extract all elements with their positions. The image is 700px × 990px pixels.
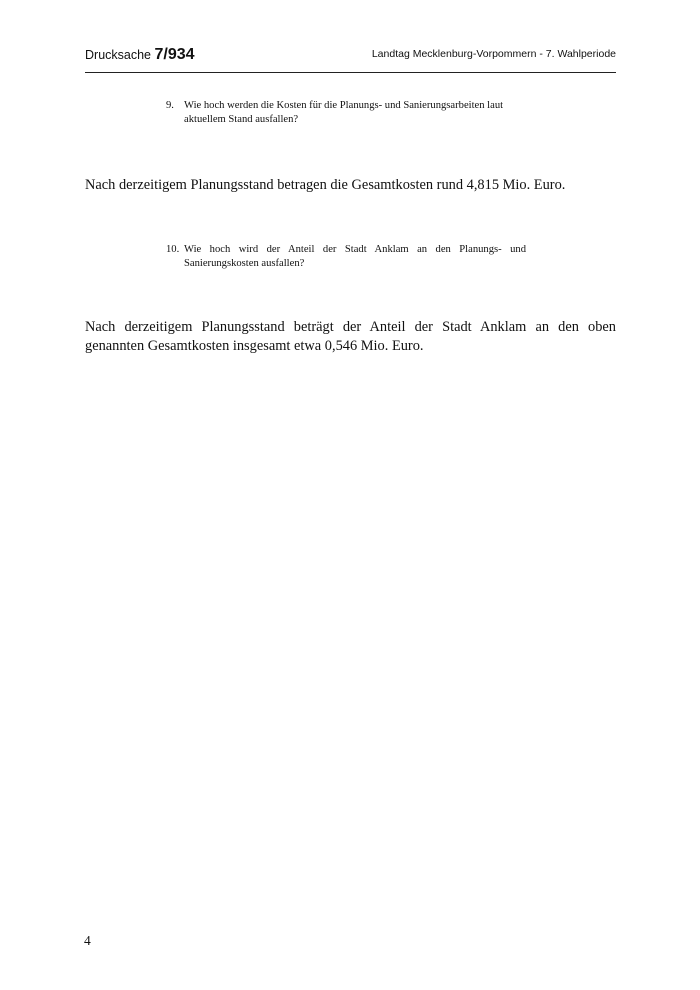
page-number: 4 bbox=[84, 933, 91, 948]
parliament-label: Landtag Mecklenburg-Vorpommern - 7. Wahlperiode bbox=[371, 48, 616, 60]
question-9 bbox=[166, 99, 526, 127]
document-reference bbox=[85, 46, 195, 64]
question-number: 9. bbox=[166, 100, 174, 111]
document-number: 7/934 bbox=[154, 46, 195, 63]
question-10 bbox=[166, 243, 526, 271]
answer-9: Nach derzeitigem Planungsstand betragen die Gesamtkosten rund 4,815 Mio. Euro. bbox=[85, 177, 566, 193]
question-text: Wie hoch werden die Kosten für die Planungs- und Sanierungsarbeiten laut aktuellem Stand ausfallen? bbox=[184, 100, 504, 125]
page-header bbox=[85, 40, 616, 64]
document-label: Drucksache bbox=[85, 48, 151, 62]
question-text: Wie hoch wird der Anteil der Stadt Anklam an den Planungs- und Sanierungskosten ausfallen? bbox=[184, 244, 526, 269]
header-divider bbox=[85, 72, 616, 73]
question-number: 10. bbox=[166, 244, 180, 255]
answer-10: Nach derzeitigem Planungsstand beträgt der Anteil der Stadt Anklam an den oben genannten Gesamtkosten insgesamt etwa 0,546 Mio. Euro. bbox=[85, 319, 616, 354]
